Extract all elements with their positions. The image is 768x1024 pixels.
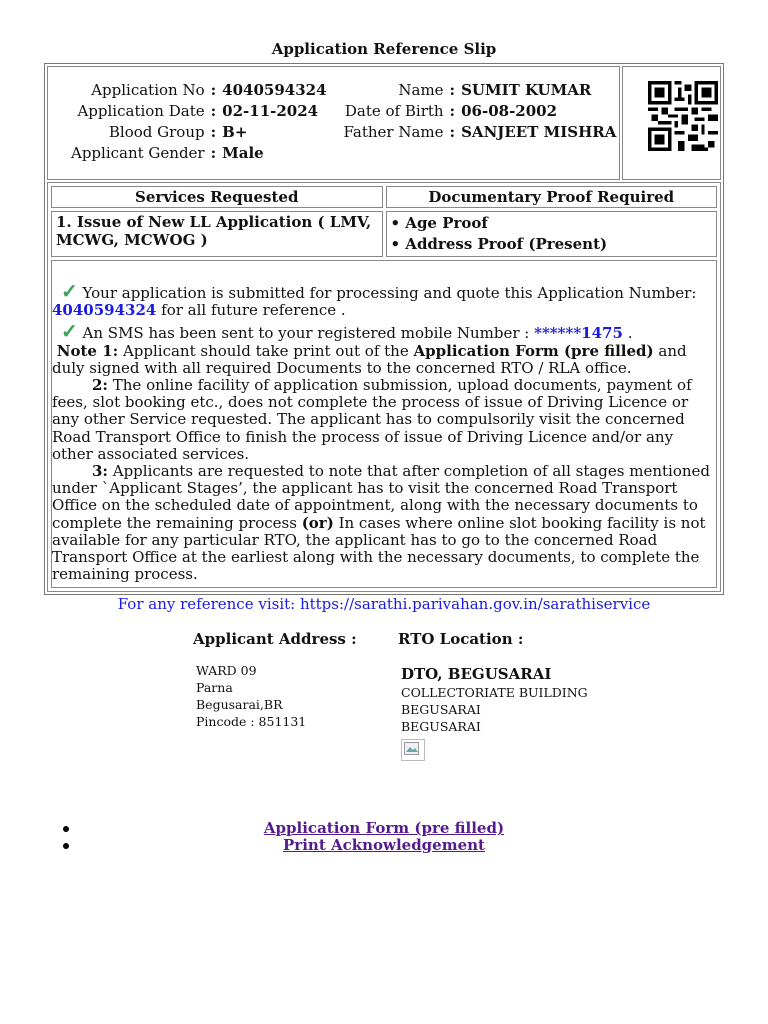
rto-location: DTO, BEGUSARAI COLLECTORIATE BUILDING BEGUSARAI BEGUSARAI	[401, 664, 588, 761]
application-no-label: Application No	[91, 81, 205, 99]
proof-item-address: • Address Proof (Present)	[390, 235, 608, 253]
services-requested-header: Services Requested	[51, 186, 383, 208]
rto-name: DTO, BEGUSARAI	[401, 665, 552, 683]
application-no-value: 4040594324	[222, 81, 327, 99]
services-table	[48, 183, 720, 260]
page-title: Application Reference Slip	[271, 40, 497, 58]
notice-submitted: ✓ Your application is submitted for processing and quote this Application Number: 4040594324 for all future reference .	[52, 279, 697, 320]
note-1: Note 1: Applicant should take print out of the Application Form (pre filled) and duly signed with all required Documents to the concerned RTO / RLA office.	[52, 341, 687, 377]
service-item: 1. Issue of New LL Application ( LMV, MCWG, MCWOG )	[51, 211, 383, 257]
application-form-link[interactable]: Application Form (pre filled)	[263, 819, 505, 837]
note-2: 2: The online facility of application submission, upload documents, payment of fees, slot booking etc., does not complete the process of issue of Driving Licence or any other Service requested. The applicant has to compulsorily visit the concerned Road Transport Office to finish the process of issue of Driving Licence and/or any other associated services.	[52, 376, 692, 463]
qr-cell	[622, 66, 721, 180]
father-name-label: Father Name	[343, 123, 444, 141]
applicant-address-heading: Applicant Address :	[193, 630, 357, 648]
name-label: Name	[398, 81, 444, 99]
proof-list	[386, 211, 718, 257]
notes-box	[51, 260, 717, 588]
action-links	[0, 820, 768, 854]
father-name-value: SANJEET MISHRA	[461, 123, 617, 141]
notes-section	[52, 261, 716, 587]
applicant-info-table: Application No : 4040594324 Name : SUMIT KUMAR Application Date : 02-11-2024 Date of Birth : 06-08-2002 Blood Group : B+ Father Name : SANJEET MISHRA Applicant Gender : Male	[68, 80, 619, 164]
dob-label: Date of Birth	[344, 102, 444, 120]
check-icon: ✓	[61, 319, 78, 344]
broken-image-icon	[401, 739, 425, 761]
check-icon: ✓	[61, 279, 78, 303]
qr-code-icon	[647, 81, 720, 155]
notice-sms: ✓ An SMS has been sent to your registered mobile Number : ******1475 .	[61, 319, 633, 344]
blood-group-label: Blood Group	[108, 123, 205, 141]
applicant-info-cell	[47, 66, 620, 180]
application-number-ref: 4040594324	[52, 301, 157, 320]
dob-value: 06-08-2002	[461, 102, 558, 120]
print-acknowledgement-link[interactable]: Print Acknowledgement	[283, 836, 485, 854]
mobile-number: ******1475	[534, 324, 623, 343]
gender-label: Applicant Gender	[71, 144, 205, 162]
rto-location-heading: RTO Location :	[398, 630, 524, 648]
note-3: 3: Applicants are requested to note that after completion of all stages mentioned under `Applicant Stages’, the applicant has to visit the concerned Road Transport Office on the scheduled date of appointment, along with the necessary documents to complete the remaining process (or) In cases where online slot booking facility is not available for any particular RTO, the applicant has to go to the concerned Road Transport Office at the earliest along with the necessary documents, to complete the remaining process.	[52, 462, 710, 584]
services-cell	[47, 182, 721, 592]
documentary-proof-header: Documentary Proof Required	[386, 186, 718, 208]
applicant-address: WARD 09 Parna Begusarai,BR Pincode : 851131	[196, 663, 307, 729]
application-date-label: Application Date	[77, 102, 205, 120]
reference-link-text: For any reference visit: https://sarathi.parivahan.gov.in/sarathiservice	[117, 595, 651, 613]
name-value: SUMIT KUMAR	[461, 81, 592, 99]
proof-item-age: • Age Proof	[390, 214, 488, 232]
gender-value: Male	[222, 144, 264, 162]
application-date-value: 02-11-2024	[222, 102, 319, 120]
slip-container	[44, 63, 724, 595]
blood-group-value: B+	[222, 123, 248, 141]
